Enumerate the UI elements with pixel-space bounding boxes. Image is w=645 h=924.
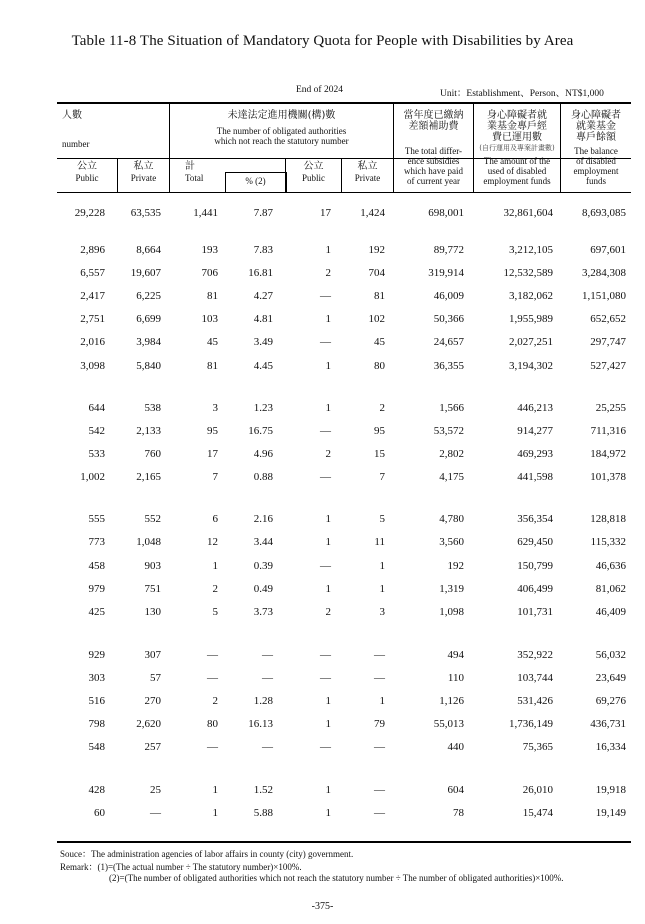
cell-unmet-public: — — [320, 560, 331, 572]
cell-unmet-public: — — [320, 425, 331, 437]
cell-unmet-private: 1 — [379, 560, 385, 572]
cell-unmet-pct: 1.52 — [253, 784, 273, 796]
cell-unmet-pct: 0.39 — [253, 560, 273, 572]
cell-funds-balance: 184,972 — [590, 448, 626, 460]
header-subsidy-zh-1: 當年度已繳納 — [403, 110, 464, 121]
cell-unmet-public: — — [320, 672, 331, 684]
cell-unmet-public: 1 — [325, 807, 331, 819]
cell-funds-balance: 101,378 — [590, 471, 626, 483]
header-balance-en-4: funds — [586, 176, 606, 186]
cell-unmet-private: 1 — [379, 583, 385, 595]
cell-funds-balance: 19,149 — [595, 807, 626, 819]
cell-public-people: 979 — [88, 583, 105, 595]
cell-funds-used: 914,277 — [517, 425, 553, 437]
cell-private-people: 538 — [144, 402, 161, 414]
cell-funds-balance: 1,151,080 — [582, 290, 626, 302]
cell-funds-balance: 19,918 — [595, 784, 626, 796]
cell-public-people: 516 — [88, 695, 105, 707]
cell-funds-used: 531,426 — [517, 695, 553, 707]
cell-unmet-total: 1 — [212, 784, 218, 796]
table-title: Table 11-8 The Situation of Mandatory Quota for People with Disabilities by Area — [71, 33, 574, 49]
cell-funds-used: 26,010 — [522, 784, 553, 796]
cell-unmet-pct: 3.49 — [253, 336, 273, 348]
cell-unmet-pct: 0.49 — [253, 583, 273, 595]
cell-funds-used: 103,744 — [517, 672, 553, 684]
cell-unmet-public: 2 — [325, 606, 331, 618]
cell-unmet-private: 704 — [368, 267, 385, 279]
cell-unmet-private: — — [374, 784, 385, 796]
cell-private-people: 1,048 — [136, 536, 161, 548]
cell-private-people: 760 — [144, 448, 161, 460]
cell-unmet-private: 95 — [374, 425, 385, 437]
subheader-label-en: Private — [354, 173, 381, 183]
cell-unmet-total: 95 — [207, 425, 218, 437]
cell-unmet-pct: 0.88 — [253, 471, 273, 483]
cell-subsidy-paid: 494 — [447, 649, 464, 661]
cell-funds-used: 1,955,989 — [509, 313, 553, 325]
cell-private-people: 552 — [144, 513, 161, 525]
cell-public-people: 2,751 — [80, 313, 105, 325]
cell-subsidy-paid: 698,001 — [428, 207, 464, 219]
cell-public-people: 1,002 — [80, 471, 105, 483]
cell-public-people: 425 — [88, 606, 105, 618]
cell-unmet-pct: 5.88 — [253, 807, 273, 819]
cell-funds-used: 15,474 — [522, 807, 553, 819]
header-used-zh-2: 業基金專戶經 — [487, 121, 547, 132]
cell-unmet-public: 17 — [320, 207, 331, 219]
cell-unmet-pct: — — [262, 741, 273, 753]
cell-unmet-private: 81 — [374, 290, 385, 302]
cell-unmet-private: 5 — [379, 513, 385, 525]
header-subsidy-en-3: which have paid — [404, 166, 463, 176]
cell-funds-balance: 56,032 — [595, 649, 626, 661]
header-used-zh-3: 費已運用數 — [492, 132, 542, 143]
cell-funds-balance: 128,818 — [590, 513, 626, 525]
cell-funds-used: 629,450 — [517, 536, 553, 548]
cell-private-people: 3,984 — [136, 336, 161, 348]
subheader-label-zh: 私立 — [357, 161, 378, 172]
header-balance-en-1: The balance — [574, 146, 618, 156]
unit-label: Unit：Establishment、Person、NT$1,000 — [440, 89, 604, 99]
cell-funds-used: 1,736,149 — [509, 718, 553, 730]
cell-unmet-private: 15 — [374, 448, 385, 460]
cell-private-people: 903 — [144, 560, 161, 572]
header-balance-en-2: of disabled — [576, 156, 616, 166]
cell-funds-used: 446,213 — [517, 402, 553, 414]
cell-unmet-total: 12 — [207, 536, 218, 548]
cell-public-people: 29,228 — [74, 207, 105, 219]
cell-unmet-total: 1 — [212, 560, 218, 572]
cell-private-people: 2,620 — [136, 718, 161, 730]
cell-unmet-total: 103 — [201, 313, 218, 325]
cell-unmet-total: 7 — [212, 471, 218, 483]
cell-subsidy-paid: 4,175 — [439, 471, 464, 483]
cell-unmet-public: — — [320, 741, 331, 753]
cell-public-people: 555 — [88, 513, 105, 525]
cell-public-people: 2,016 — [80, 336, 105, 348]
cell-funds-balance: 25,255 — [595, 402, 626, 414]
cell-unmet-total: 2 — [212, 695, 218, 707]
cell-funds-used: 150,799 — [517, 560, 553, 572]
cell-subsidy-paid: 1,319 — [439, 583, 464, 595]
subheader-pct: % (2) — [245, 176, 266, 186]
subheader-label-zh: 計 — [185, 161, 195, 172]
cell-unmet-pct: — — [262, 672, 273, 684]
cell-private-people: 6,225 — [136, 290, 161, 302]
cell-unmet-total: 1 — [212, 807, 218, 819]
cell-funds-used: 406,499 — [517, 583, 553, 595]
cell-unmet-public: — — [320, 649, 331, 661]
cell-funds-used: 469,293 — [517, 448, 553, 460]
cell-unmet-total: 3 — [212, 402, 218, 414]
cell-funds-used: 3,182,062 — [509, 290, 553, 302]
cell-unmet-total: — — [207, 741, 218, 753]
cell-unmet-public: 1 — [325, 695, 331, 707]
cell-unmet-private: — — [374, 672, 385, 684]
cell-private-people: 19,607 — [130, 267, 161, 279]
cell-unmet-public: 1 — [325, 583, 331, 595]
cell-subsidy-paid: 46,009 — [433, 290, 464, 302]
cell-unmet-pct: 4.96 — [253, 448, 273, 460]
cell-funds-used: 3,212,105 — [509, 244, 553, 256]
cell-public-people: 929 — [88, 649, 105, 661]
cell-funds-balance: 23,649 — [595, 672, 626, 684]
cell-funds-balance: 652,652 — [590, 313, 626, 325]
subheader-label-en: Private — [130, 173, 157, 183]
header-used-en-2: used of disabled — [487, 166, 547, 176]
cell-subsidy-paid: 4,780 — [439, 513, 464, 525]
cell-unmet-total: 193 — [201, 244, 218, 256]
cell-unmet-total: 5 — [212, 606, 218, 618]
cell-subsidy-paid: 50,366 — [433, 313, 464, 325]
cell-funds-balance: 81,062 — [595, 583, 626, 595]
cell-unmet-public: — — [320, 290, 331, 302]
cell-unmet-total: 1,441 — [193, 207, 218, 219]
cell-subsidy-paid: 89,772 — [433, 244, 464, 256]
header-used-zh-1: 身心障礙者就 — [487, 110, 547, 121]
cell-unmet-public: 1 — [325, 360, 331, 372]
header-balance-zh-1: 身心障礙者 — [571, 110, 621, 121]
cell-funds-used: 3,194,302 — [509, 360, 553, 372]
cell-unmet-total: — — [207, 672, 218, 684]
cell-unmet-private: 7 — [379, 471, 385, 483]
cell-funds-balance: 69,276 — [595, 695, 626, 707]
subheader-label-zh: 私立 — [133, 161, 154, 172]
cell-subsidy-paid: 1,566 — [439, 402, 464, 414]
cell-subsidy-paid: 604 — [447, 784, 464, 796]
date-label: End of 2024 — [296, 85, 343, 95]
header-balance-zh-2: 就業基金 — [576, 121, 616, 132]
cell-private-people: 307 — [144, 649, 161, 661]
cell-funds-used: 12,532,589 — [503, 267, 553, 279]
cell-public-people: 644 — [88, 402, 105, 414]
cell-private-people: 6,699 — [136, 313, 161, 325]
cell-unmet-pct: 16.81 — [248, 267, 273, 279]
cell-funds-balance: 436,731 — [590, 718, 626, 730]
cell-unmet-public: 1 — [325, 313, 331, 325]
cell-unmet-public: 1 — [325, 536, 331, 548]
cell-public-people: 798 — [88, 718, 105, 730]
cell-unmet-private: 80 — [374, 360, 385, 372]
cell-funds-used: 352,922 — [517, 649, 553, 661]
cell-private-people: 5,840 — [136, 360, 161, 372]
header-balance-en-3: employment — [573, 166, 619, 176]
header-subsidy-en-4: of current year — [407, 176, 460, 186]
cell-unmet-total: 81 — [207, 360, 218, 372]
cell-unmet-private: 1,424 — [360, 207, 385, 219]
cell-unmet-private: 79 — [374, 718, 385, 730]
cell-public-people: 2,896 — [80, 244, 105, 256]
cell-funds-balance: 697,601 — [590, 244, 626, 256]
cell-unmet-total: 2 — [212, 583, 218, 595]
cell-unmet-pct: 4.81 — [253, 313, 273, 325]
subheader-label-en: Total — [185, 173, 204, 183]
header-subsidy-en-1: The total differ- — [404, 146, 463, 156]
cell-unmet-private: — — [374, 649, 385, 661]
subheader-label-en: Public — [75, 173, 99, 183]
cell-subsidy-paid: 319,914 — [428, 267, 464, 279]
cell-private-people: 25 — [150, 784, 161, 796]
subheader-label-en: Public — [301, 173, 325, 183]
cell-funds-used: 101,731 — [517, 606, 553, 618]
cell-funds-used: 75,365 — [522, 741, 553, 753]
cell-unmet-total: 45 — [207, 336, 218, 348]
cell-unmet-public: 1 — [325, 513, 331, 525]
cell-unmet-pct: 3.73 — [253, 606, 273, 618]
cell-unmet-public: 1 — [325, 784, 331, 796]
cell-unmet-private: 3 — [379, 606, 385, 618]
page-number: -375- — [311, 901, 334, 912]
header-unmet-en-1: The number of obligated authorities — [216, 126, 347, 136]
cell-unmet-private: — — [374, 807, 385, 819]
cell-private-people: 751 — [144, 583, 161, 595]
cell-subsidy-paid: 192 — [447, 560, 464, 572]
cell-unmet-total: 17 — [207, 448, 218, 460]
header-subsidy-en-2: ence subsidies — [407, 156, 460, 166]
cell-unmet-pct: 4.45 — [253, 360, 273, 372]
subheader-label-zh: 公立 — [77, 161, 97, 172]
header-unmet-zh: 未達法定進用機關(構)數 — [227, 110, 336, 121]
cell-subsidy-paid: 440 — [447, 741, 464, 753]
cell-subsidy-paid: 3,560 — [439, 536, 464, 548]
cell-unmet-private: 45 — [374, 336, 385, 348]
cell-unmet-total: — — [207, 649, 218, 661]
footnote-remark-2: (2)=(The number of obligated authorities which not reach the statutory number ÷ The number of obligated authorities)×100%. — [109, 873, 564, 883]
cell-subsidy-paid: 78 — [453, 807, 464, 819]
cell-unmet-public: 1 — [325, 402, 331, 414]
cell-unmet-pct: 16.75 — [248, 425, 273, 437]
footnote-remark-1: Remark：(1)=(The actual number ÷ The statutory number)×100%. — [60, 862, 302, 872]
cell-funds-balance: 711,316 — [590, 425, 626, 437]
cell-unmet-pct: 1.28 — [253, 695, 273, 707]
cell-subsidy-paid: 55,013 — [433, 718, 464, 730]
cell-funds-balance: 46,636 — [595, 560, 626, 572]
cell-unmet-total: 81 — [207, 290, 218, 302]
cell-public-people: 533 — [88, 448, 105, 460]
cell-public-people: 6,557 — [80, 267, 105, 279]
cell-public-people: 458 — [88, 560, 105, 572]
cell-unmet-pct: 2.16 — [253, 513, 273, 525]
cell-unmet-private: — — [374, 741, 385, 753]
header-used-en-1: The amount of the — [483, 156, 551, 166]
cell-public-people: 428 — [88, 784, 105, 796]
cell-unmet-private: 1 — [379, 695, 385, 707]
cell-subsidy-paid: 24,657 — [433, 336, 464, 348]
cell-private-people: 270 — [144, 695, 161, 707]
cell-unmet-public: 1 — [325, 244, 331, 256]
cell-funds-used: 2,027,251 — [509, 336, 553, 348]
cell-private-people: 57 — [150, 672, 161, 684]
cell-funds-balance: 115,332 — [590, 536, 626, 548]
cell-unmet-pct: 3.44 — [253, 536, 273, 548]
cell-public-people: 542 — [88, 425, 105, 437]
cell-subsidy-paid: 36,355 — [433, 360, 464, 372]
cell-funds-used: 32,861,604 — [503, 207, 553, 219]
header-balance-zh-3: 專戶餘額 — [576, 132, 616, 143]
cell-unmet-public: — — [320, 471, 331, 483]
cell-unmet-public: — — [320, 336, 331, 348]
subheader-label-zh: 公立 — [303, 161, 324, 172]
cell-unmet-private: 192 — [368, 244, 385, 256]
cell-unmet-pct: 7.83 — [253, 244, 273, 256]
cell-private-people: 2,165 — [136, 471, 161, 483]
cell-unmet-pct: 7.87 — [253, 207, 273, 219]
cell-unmet-private: 102 — [368, 313, 385, 325]
cell-unmet-total: 6 — [212, 513, 218, 525]
header-unmet-en-2: which not reach the statutory number — [214, 136, 349, 146]
header-people-en: number — [62, 139, 90, 149]
cell-public-people: 773 — [88, 536, 105, 548]
cell-unmet-pct: 4.27 — [253, 290, 273, 302]
cell-funds-balance: 297,747 — [590, 336, 626, 348]
cell-private-people: 2,133 — [136, 425, 161, 437]
cell-unmet-pct: 1.23 — [253, 402, 273, 414]
cell-funds-balance: 3,284,308 — [582, 267, 626, 279]
cell-private-people: 257 — [144, 741, 161, 753]
cell-funds-balance: 8,693,085 — [582, 207, 626, 219]
cell-unmet-pct: 16.13 — [248, 718, 273, 730]
footnote-source: Souce：The administration agencies of labor affairs in county (city) government. — [60, 849, 354, 859]
cell-public-people: 2,417 — [80, 290, 105, 302]
cell-unmet-total: 706 — [201, 267, 218, 279]
cell-funds-balance: 16,334 — [595, 741, 626, 753]
cell-private-people: 130 — [144, 606, 161, 618]
cell-unmet-pct: — — [262, 649, 273, 661]
cell-unmet-total: 80 — [207, 718, 218, 730]
header-used-note: (自行運用及專案計畫數) — [479, 144, 555, 152]
cell-funds-balance: 46,409 — [595, 606, 626, 618]
cell-unmet-private: 11 — [374, 536, 385, 548]
header-used-en-3: employment funds — [483, 176, 551, 186]
cell-unmet-public: 2 — [325, 448, 331, 460]
cell-public-people: 303 — [88, 672, 105, 684]
cell-private-people: — — [150, 807, 161, 819]
cell-funds-used: 441,598 — [517, 471, 553, 483]
cell-subsidy-paid: 53,572 — [433, 425, 464, 437]
cell-subsidy-paid: 2,802 — [439, 448, 464, 460]
cell-public-people: 60 — [94, 807, 105, 819]
cell-subsidy-paid: 1,098 — [439, 606, 464, 618]
cell-public-people: 548 — [88, 741, 105, 753]
cell-subsidy-paid: 110 — [447, 672, 464, 684]
cell-funds-used: 356,354 — [517, 513, 553, 525]
cell-subsidy-paid: 1,126 — [439, 695, 464, 707]
cell-funds-balance: 527,427 — [590, 360, 626, 372]
header-subsidy-zh-2: 差額補助費 — [408, 121, 459, 132]
header-people-zh: 人數 — [62, 110, 82, 121]
cell-unmet-public: 1 — [325, 718, 331, 730]
cell-unmet-private: 2 — [379, 402, 385, 414]
cell-private-people: 63,535 — [130, 207, 161, 219]
cell-public-people: 3,098 — [80, 360, 105, 372]
cell-unmet-public: 2 — [325, 267, 331, 279]
cell-private-people: 8,664 — [136, 244, 161, 256]
